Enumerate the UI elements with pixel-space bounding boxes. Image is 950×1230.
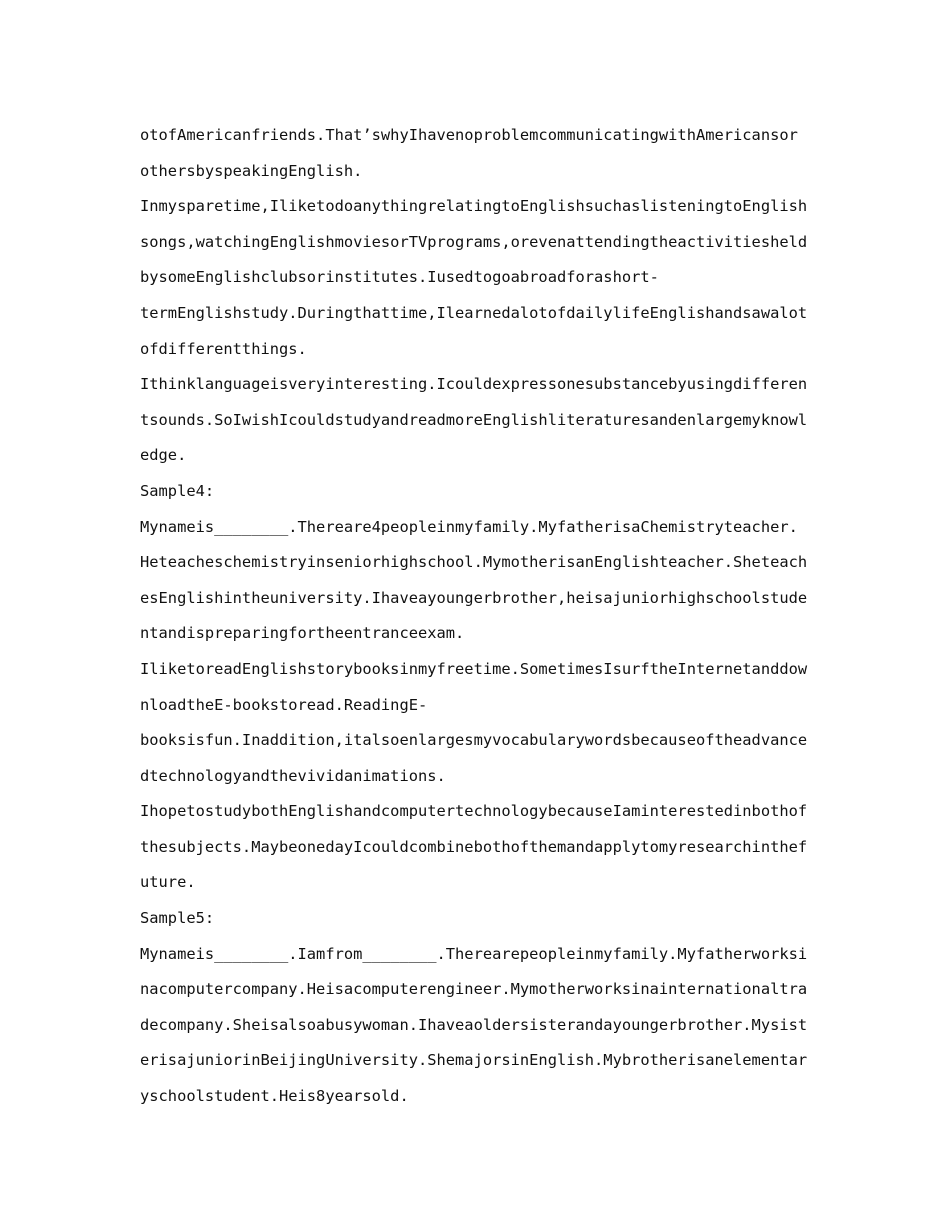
section-heading-sample-5: Sample5: [140,909,215,928]
text-line: nacomputercompany.Heisacomputerengineer.Mymotherworksinainternationaltra [140,980,808,999]
text-line: bysomeEnglishclubsorinstitutes.Iusedtogoabroadforashort- [140,268,659,287]
text-line: tsounds.SoIwishIcouldstudyandreadmoreEnglishliteraturesandenlargemyknowl [140,410,808,429]
document-body [140,118,812,1115]
text-line: esEnglishintheuniversity.Ihaveayoungerbrother,heisajuniorhighschoolstude [140,588,808,607]
text-line: erisajuniorinBeijingUniversity.ShemajorsinEnglish.Mybrotherisanelementar [140,1051,808,1070]
text-line: Inmysparetime,IliketodoanythingrelatingtoEnglishsuchaslisteningtoEnglish [140,197,808,216]
text-line: IhopetostudybothEnglishandcomputertechnologybecauseIaminterestedinbothof [140,802,808,821]
text-line: yschoolstudent.Heis8yearsold. [140,1087,409,1106]
text-line: thesubjects.MaybeonedayIcouldcombinebothofthemandapplytomyresearchinthef [140,837,808,856]
text-line: decompany.Sheisalsoabusywoman.Ihaveaoldersisterandayoungerbrother.Mysist [140,1015,808,1034]
text-line: edge. [140,446,187,465]
text-line: Ithinklanguageisveryinteresting.Icouldexpressonesubstancebyusingdifferen [140,375,808,394]
text-line: Mynameis________.Iamfrom________.Therearepeopleinmyfamily.Myfatherworksi [140,944,808,963]
text-line: termEnglishstudy.Duringthattime,IlearnedalotofdailylifeEnglishandsawalot [140,303,808,322]
text-line: booksisfun.Inaddition,italsoenlargesmyvocabularywordsbecauseoftheadvance [140,731,808,750]
text-line: Heteacheschemistryinseniorhighschool.MymotherisanEnglishteacher.Sheteach [140,553,808,572]
text-line: Mynameis________.Thereare4peopleinmyfamily.MyfatherisaChemistryteacher. [140,517,798,536]
text-line: uture. [140,873,196,892]
text-line: nloadtheE-bookstoread.ReadingE- [140,695,428,714]
section-heading-sample-4: Sample4: [140,481,215,500]
text-line: ofdifferentthings. [140,339,307,358]
text-line: othersbyspeakingEnglish. [140,161,363,180]
text-line: dtechnologyandthevividanimations. [140,766,446,785]
text-line: ntandispreparingfortheentranceexam. [140,624,465,643]
text-line: IliketoreadEnglishstorybooksinmyfreetime.SometimesIsurftheInternetanddow [140,659,808,678]
text-line: songs,watchingEnglishmoviesorTVprograms,orevenattendingtheactivitiesheld [140,232,808,251]
text-line: otofAmericanfriends.That’swhyIhavenoproblemcommunicatingwithAmericansor [140,126,798,144]
